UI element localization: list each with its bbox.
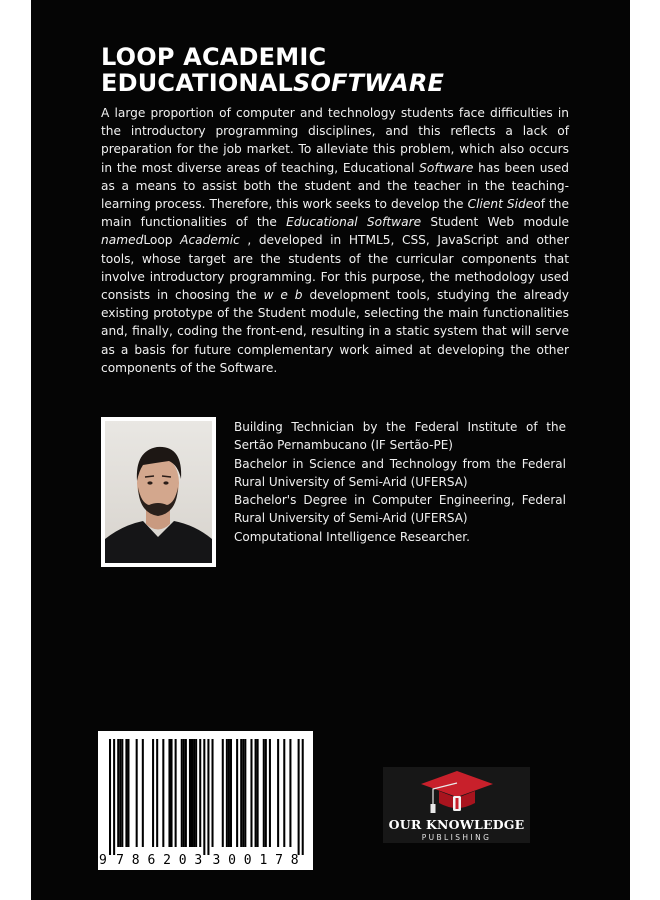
- barcode-bar: [195, 739, 197, 847]
- abstract-run: Loop: [143, 233, 181, 248]
- barcode-bar: [175, 739, 177, 847]
- barcode-bar: [203, 739, 205, 855]
- barcode-bar: [250, 739, 252, 847]
- barcode-bar: [193, 739, 195, 847]
- abstract-run: development tools, studying the already existing prototype of the Student module, selecting the main functionalities and, finally, coding the front-end, resulting in a static system that will serve as a basis for future complementary work aimed at developing the other components of the Software.: [101, 288, 570, 375]
- barcode-bar: [199, 739, 201, 847]
- abstract-run: Student Web module: [421, 215, 570, 230]
- barcode-bar: [236, 739, 238, 847]
- barcode-bar: [277, 739, 279, 847]
- barcode-digits: 3 0 0 1 7 8: [212, 853, 299, 868]
- barcode-bar: [265, 739, 267, 847]
- barcode-bar: [230, 739, 232, 847]
- barcode-bar: [185, 739, 187, 847]
- bio-line: Bachelor in Science and Technology from the Federal Rural University of Semi-Arid (UFERSA): [234, 456, 566, 489]
- barcode-bar: [244, 739, 246, 847]
- abstract-run: , developed in HTML5, CSS, JavaScript and other tools, whose target are the students of the curricular components that involve introductory programming. For this purpose, the methodology used consists in choosing the: [101, 233, 569, 303]
- barcode-bar: [269, 739, 271, 847]
- barcode-bar: [226, 739, 228, 847]
- author-photo: [101, 417, 216, 567]
- barcode-bar: [255, 739, 257, 847]
- barcode-bar: [240, 739, 242, 847]
- abstract-italic-run: w e b: [263, 288, 303, 303]
- barcode-bar: [289, 739, 291, 847]
- barcode-bar: [162, 739, 164, 847]
- abstract-run: of the main functionalities of the: [101, 197, 569, 230]
- publisher-subtitle: PUBLISHING: [421, 833, 492, 842]
- barcode-bar: [183, 739, 185, 847]
- barcode-bar: [222, 739, 224, 847]
- barcode-bar: [212, 739, 214, 847]
- title-line-2: [101, 70, 581, 96]
- isbn-barcode: [98, 731, 313, 870]
- barcode-bar: [121, 739, 123, 847]
- barcode-bar: [263, 739, 265, 847]
- barcode-bar: [207, 739, 209, 855]
- bio-line: Bachelor's Degree in Computer Engineering, Federal Rural University of Semi-Arid (UFERSA): [234, 493, 566, 526]
- barcode-bar: [171, 739, 173, 847]
- barcode-bar: [142, 739, 144, 847]
- publisher-name: OUR KNOWLEDGE: [388, 817, 525, 832]
- barcode-bar: [302, 739, 304, 855]
- abstract-run: has been used as a means to assist both the student and the teacher in the teaching-learning process. Therefore, this work seeks to develop the: [101, 160, 570, 212]
- barcode-bar: [152, 739, 154, 847]
- title-line-2-italic: SOFTWARE: [293, 69, 445, 97]
- barcode-bar: [117, 739, 119, 847]
- barcode-bar: [191, 739, 193, 847]
- barcode-bar: [125, 739, 127, 847]
- barcode-bar: [283, 739, 285, 847]
- author-bio: [234, 418, 566, 546]
- barcode-bar: [119, 739, 121, 847]
- bio-line: Computational Intelligence Researcher.: [234, 529, 470, 544]
- barcode-image: [98, 731, 313, 870]
- barcode-digits: 7 8 6 2 0 3: [116, 853, 203, 868]
- book-title: [101, 44, 581, 96]
- barcode-bar: [156, 739, 158, 847]
- abstract-italic-run: Software: [419, 160, 474, 175]
- barcode-bar: [168, 739, 170, 847]
- barcode-bar: [189, 739, 191, 847]
- barcode-bar: [127, 739, 129, 847]
- abstract-italic-run: Educational Software: [286, 215, 422, 230]
- barcode-bar: [298, 739, 300, 855]
- title-line-2-plain: EDUCATIONAL: [101, 69, 293, 97]
- abstract-text: [101, 104, 569, 377]
- barcode-digits: 9: [99, 853, 107, 868]
- barcode-bar: [228, 739, 230, 847]
- title-line-1: LOOP ACADEMIC: [101, 43, 327, 71]
- barcode-bar: [109, 739, 111, 855]
- author-portrait-image: [105, 421, 212, 563]
- abstract-italic-run: named: [101, 233, 144, 248]
- barcode-bar: [136, 739, 138, 847]
- barcode-bar: [242, 739, 244, 847]
- abstract-italic-run: Client Side: [467, 197, 534, 212]
- barcode-bar: [113, 739, 115, 855]
- bio-line: Building Technician by the Federal Institute of the Sertão Pernambucano (IF Sertão-PE): [234, 420, 566, 453]
- abstract-italic-run: Academic: [180, 233, 240, 248]
- barcode-bar: [257, 739, 259, 847]
- abstract-run: A large proportion of computer and technology students face difficulties in the introductory programming disciplines, and this reflects a lack of preparation for the job market. To alleviate this problem, which also occurs in the most diverse areas of teaching, Educational: [101, 106, 569, 175]
- abstract-paragraph: [101, 104, 569, 377]
- barcode-bar: [181, 739, 183, 847]
- publisher-logo: [383, 767, 530, 843]
- graduation-cap-icon: [419, 769, 495, 817]
